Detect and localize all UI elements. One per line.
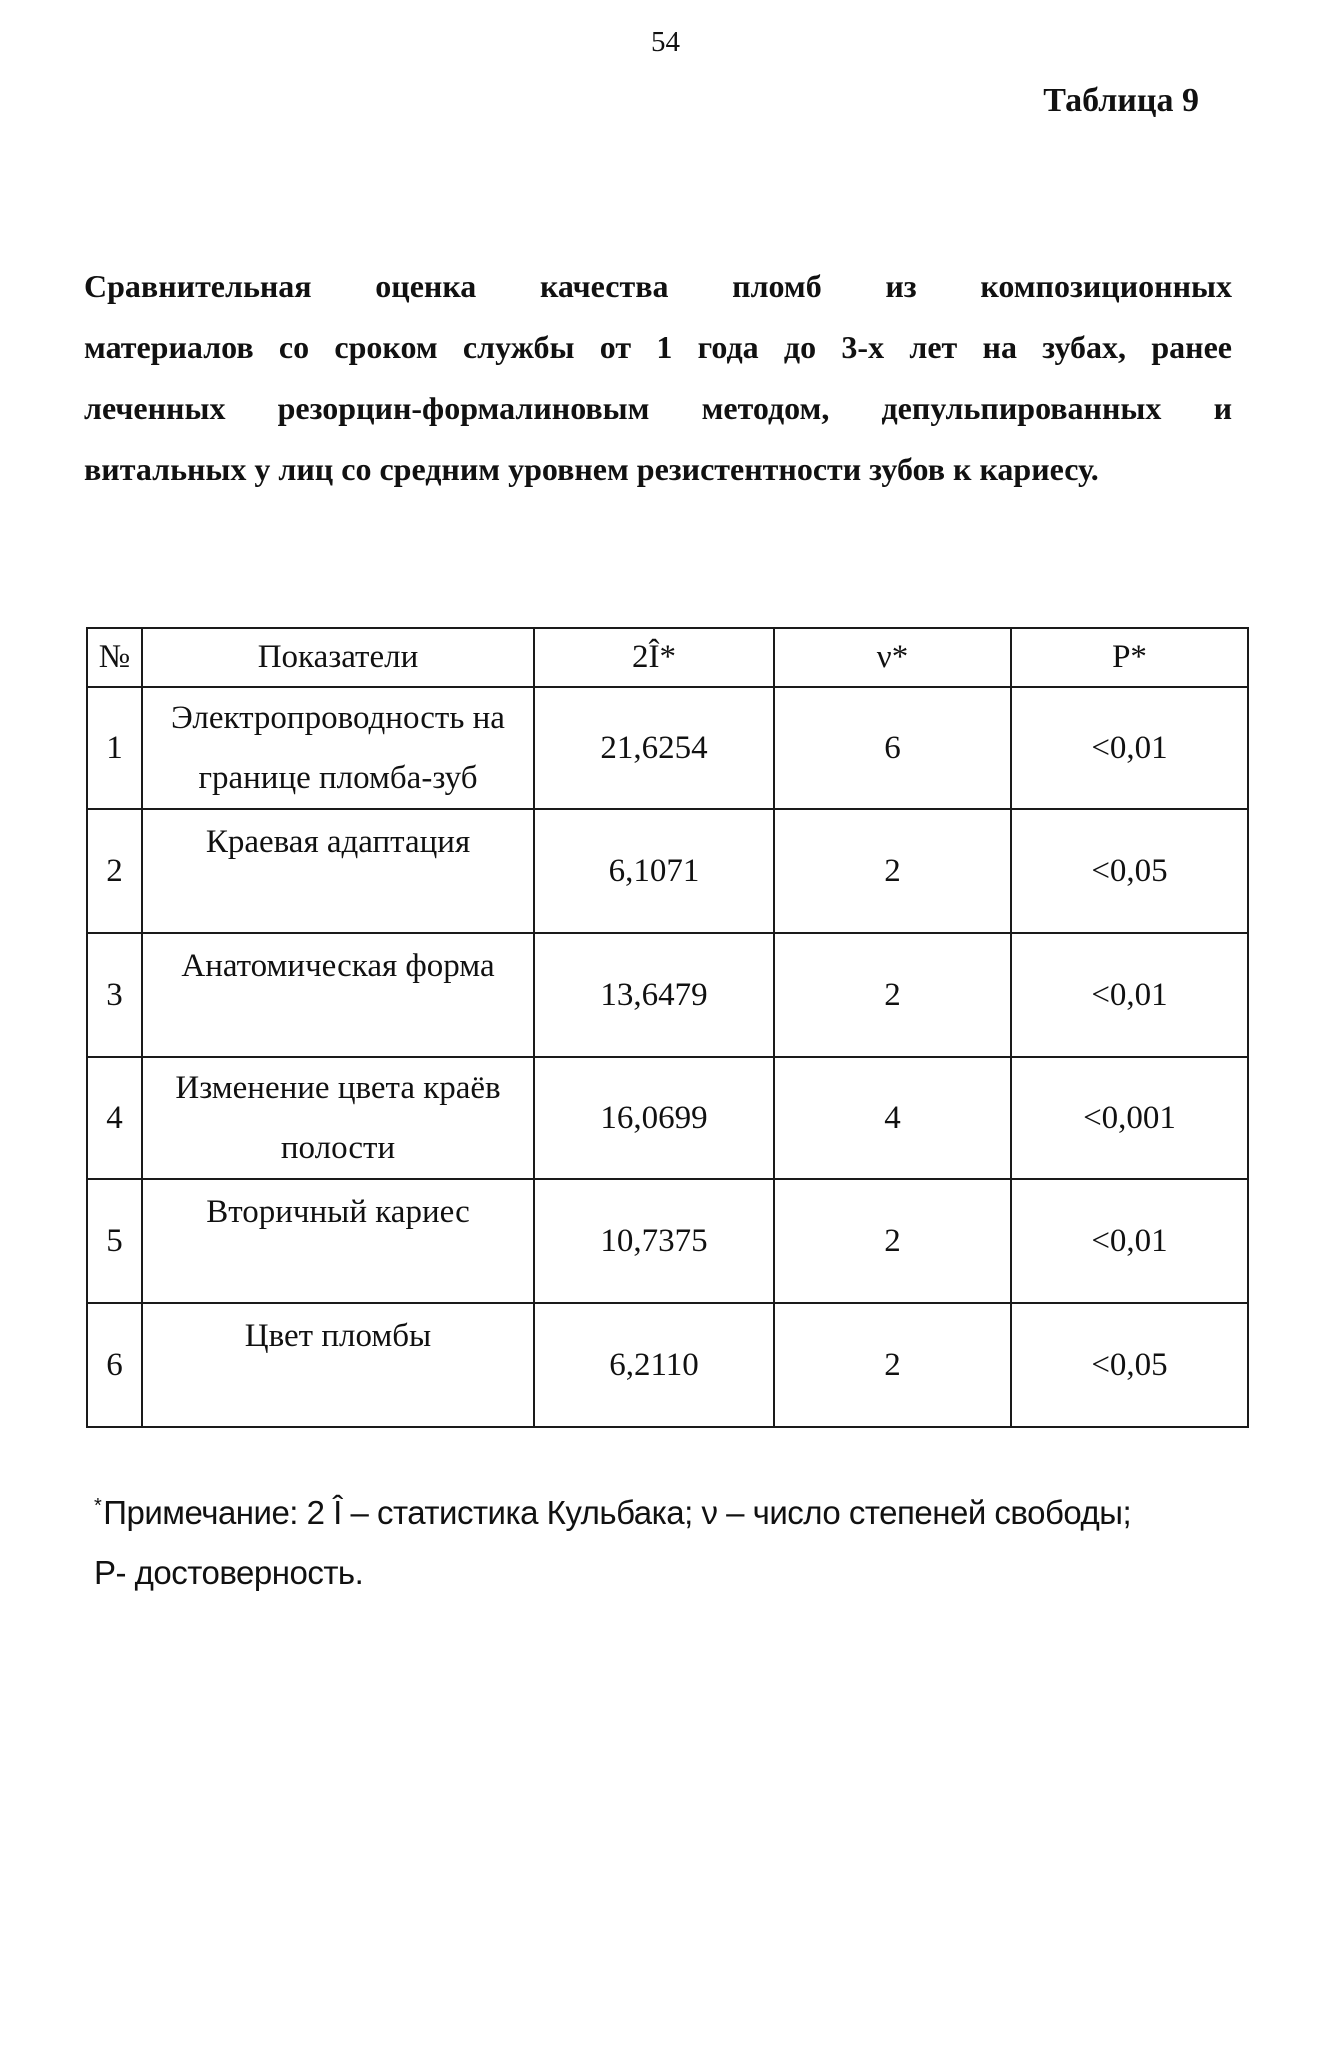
- footnote-line: P- достоверность.: [94, 1554, 364, 1591]
- row-kullback: 10,7375: [534, 1179, 774, 1303]
- table-footnote: [94, 1476, 1244, 1603]
- table-row: [87, 1179, 1248, 1303]
- caption-line: леченных резорцин-формалиновым методом, депульпированных и: [84, 390, 1232, 426]
- header-indicators: Показатели: [142, 628, 534, 687]
- row-indicator: Краевая адаптация: [142, 809, 534, 933]
- table-row: [87, 687, 1248, 809]
- row-p: <0,001: [1011, 1057, 1248, 1179]
- row-kullback: 16,0699: [534, 1057, 774, 1179]
- row-kullback: 6,2110: [534, 1303, 774, 1427]
- table-caption: [84, 256, 1232, 500]
- caption-line: витальных у лиц со средним уровнем резистентности зубов к кариесу.: [84, 451, 1099, 487]
- table-header-row: [87, 628, 1248, 687]
- row-number: 3: [87, 933, 142, 1057]
- footnote-text: Примечание: 2 Î – статистика Кульбака; ν – число степеней свободы;: [103, 1494, 1132, 1531]
- row-indicator: Цвет пломбы: [142, 1303, 534, 1427]
- row-df: 2: [774, 933, 1011, 1057]
- row-p: <0,01: [1011, 687, 1248, 809]
- statistics-table: [86, 627, 1249, 1428]
- row-df: 2: [774, 1303, 1011, 1427]
- table-row: [87, 1057, 1248, 1179]
- row-df: 4: [774, 1057, 1011, 1179]
- row-indicator: Анатомическая форма: [142, 933, 534, 1057]
- header-degrees-of-freedom: ν*: [774, 628, 1011, 687]
- footnote-line: [94, 1476, 1244, 1543]
- row-indicator: Изменение цвета краёв полости: [142, 1057, 534, 1179]
- row-number: 6: [87, 1303, 142, 1427]
- row-kullback: 21,6254: [534, 687, 774, 809]
- row-indicator: Электропроводность на границе пломба-зуб: [142, 687, 534, 809]
- row-df: 2: [774, 809, 1011, 933]
- header-number: №: [87, 628, 142, 687]
- page-number: 54: [651, 26, 680, 58]
- row-df: 6: [774, 687, 1011, 809]
- caption-line: Сравнительная оценка качества пломб из композиционных: [84, 268, 1232, 304]
- row-p: <0,01: [1011, 933, 1248, 1057]
- row-number: 4: [87, 1057, 142, 1179]
- header-significance: P*: [1011, 628, 1248, 687]
- table-row: [87, 1303, 1248, 1427]
- row-kullback: 13,6479: [534, 933, 774, 1057]
- row-p: <0,05: [1011, 1303, 1248, 1427]
- row-number: 5: [87, 1179, 142, 1303]
- row-df: 2: [774, 1179, 1011, 1303]
- row-number: 2: [87, 809, 142, 933]
- row-p: <0,01: [1011, 1179, 1248, 1303]
- row-indicator: Вторичный кариес: [142, 1179, 534, 1303]
- header-kullback: 2Î*: [534, 628, 774, 687]
- row-p: <0,05: [1011, 809, 1248, 933]
- table-row: [87, 809, 1248, 933]
- footnote-mark: *: [94, 1495, 102, 1517]
- table-label: Таблица 9: [1043, 82, 1199, 119]
- caption-line: материалов со сроком службы от 1 года до 3-х лет на зубах, ранее: [84, 329, 1232, 365]
- row-number: 1: [87, 687, 142, 809]
- table-row: [87, 933, 1248, 1057]
- row-kullback: 6,1071: [534, 809, 774, 933]
